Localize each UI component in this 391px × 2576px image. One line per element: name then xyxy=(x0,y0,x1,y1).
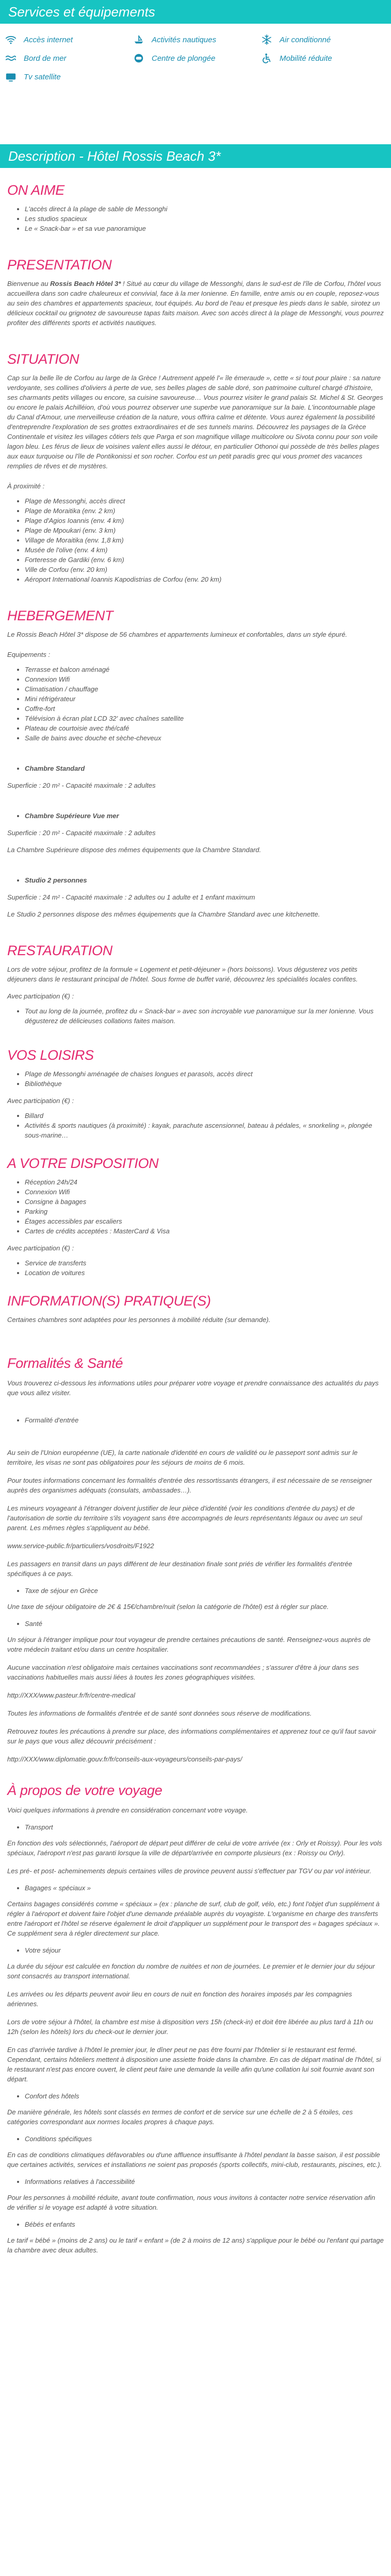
proximity-label: À proximité : xyxy=(7,482,45,490)
hebergement-intro: Le Rossis Beach Hôtel 3* dispose de 56 chambres et appartements lumineux et confortables, dans un style épuré. xyxy=(7,631,348,638)
list-item: • Bébés et enfants xyxy=(25,2219,384,2229)
list-item: • Village de Moraitika (env. 1,8 km) xyxy=(25,535,384,545)
formalites-link3[interactable]: http://XXX/www.diplomatie.gouv.fr/fr/conseils-aux-voyageurs/conseils-par-pays/ xyxy=(7,1755,242,1763)
apropos-transport: En fonction des vols sélectionnés, l'aéroport de départ peut différer de celui de votre arrivée (ex : Orly et Roissy). Pour les vols spéciaux, l'aéroport n'est pas garanti lorsque la ville de départ/arrivée en comporte plusieurs (ex : Roissy ou Orly). xyxy=(7,1839,382,1857)
list-item: • Salle de bains avec douche et sèche-cheveux xyxy=(25,733,384,743)
list-item: • Les studios spacieux xyxy=(25,214,384,224)
list-item: • Plage de Messonghi aménagée de chaises longues et parasols, accès direct xyxy=(25,1069,384,1079)
section-title-loisirs: VOS LOISIRS xyxy=(7,1047,94,1063)
list-item: • Bagages « spéciaux » xyxy=(25,1883,384,1893)
tv-icon xyxy=(5,71,17,82)
mobilite-list xyxy=(7,2177,384,2187)
list-item: • Plage de Moraitika (env. 2 km) xyxy=(25,506,384,516)
list-item: • Plateau de courtoisie avec thé/café xyxy=(25,723,384,733)
equipment-item xyxy=(133,53,215,64)
list-item: • Santé xyxy=(25,1619,384,1629)
list-item: • Activités & sports nautiques (à proximité) : kayak, parachute ascensionnel, bateau à pédales, « snorkeling », plongée sous-marine… xyxy=(25,1121,384,1140)
list-item: • Le « Snack-bar » et sa vue panoramique xyxy=(25,224,384,233)
equipment-label: Activités nautiques xyxy=(152,35,217,44)
equipment-item xyxy=(5,34,73,45)
boat-icon xyxy=(133,34,144,45)
apropos-transport2: Les pré- et post- acheminements depuis certaines villes de province peuvent aussi s'effectuer par TGV ou par vol intérieur. xyxy=(7,1867,371,1875)
apropos-mobilite: Pour les personnes à mobilité réduite, avant toute confirmation, nous vous invitons à contacter notre service réservation afin de vérifier si le voyage est adapté à votre situation. xyxy=(7,2194,376,2211)
apropos-confort: De manière générale, les hôtels sont classés en termes de confort et de service sur une échelle de 2 à 5 étoiles, ces catégories correspondant aux normes locales propres à chaque pays. xyxy=(7,2108,353,2126)
formalites-tax: Une taxe de séjour obligatoire de 2€ & 15€/chambre/nuit (selon la catégorie de l'hôtel) est à régler sur place. xyxy=(7,1603,329,1611)
waves-icon xyxy=(5,53,17,64)
list-item: • Plage de Mpoukari (env. 3 km) xyxy=(25,526,384,535)
hotel-name: Rossis Beach Hôtel 3* xyxy=(50,280,121,287)
loisirs-avec-label: Avec participation (€) : xyxy=(7,1097,74,1105)
formalites-para3: Les mineurs voyageant à l'étranger doivent justifier de leur pièce d'identité (voir les conditions d'entrée du pays) et de l'autorisation de sortie du territoire s'ils voyagent sans être accompagnés de leurs représentants légaux ou avec un seul parent. Les mêmes règles s'appliquent au bébé. xyxy=(7,1504,362,1532)
formalites-para5: Toutes les informations de formalités d'entrée et de santé sont données sous réserve de modifications. xyxy=(7,1709,312,1717)
list-item: • Consigne à bagages xyxy=(25,1197,384,1207)
section-title-situation: SITUATION xyxy=(7,351,79,367)
description-title: Description - Hôtel Rossis Beach 3* xyxy=(8,148,221,164)
formalites-vacc: Aucune vaccination n'est obligatoire mais certaines vaccinations sont recommandées ; s'assurer d'être à jour dans ses vaccinations habituelles mais aussi liées à toutes les zones géographiques visitées. xyxy=(7,1664,359,1681)
restauration-list xyxy=(7,1006,384,1026)
wifi-icon xyxy=(5,34,17,45)
list-item: • Terrasse et balcon aménagé xyxy=(25,665,384,674)
list-item: • Formalité d'entrée xyxy=(25,1415,384,1425)
loisirs-list xyxy=(7,1069,384,1089)
room-note: La Chambre Supérieure dispose des mêmes équipements que la Chambre Standard. xyxy=(7,846,262,854)
room-surface: Superficie : 24 m² - Capacité maximale : 2 adultes ou 1 adulte et 1 enfant maximum xyxy=(7,893,255,901)
section-title-disposition: A VOTRE DISPOSITION xyxy=(7,1156,159,1171)
description-content xyxy=(0,181,391,2255)
list-item: • Coffre-fort xyxy=(25,704,384,714)
restauration-text: Lors de votre séjour, profitez de la formule « Logement et petit-déjeuner » (hors boissons). Vous dégusterez vos petits déjeuners dans le restaurant principal de l'hôtel. Sous forme de buffet varié, découvrez les spécialités locales confites. xyxy=(7,965,358,983)
equipment-item xyxy=(5,71,61,82)
list-item: • Ville de Corfou (env. 20 km) xyxy=(25,565,384,574)
diving-icon xyxy=(133,53,144,64)
list-item: • Mini réfrigérateur xyxy=(25,694,384,704)
bagages-list xyxy=(7,1883,384,1893)
list-item: • Transport xyxy=(25,1822,384,1832)
room-name: • Chambre Supérieure Vue mer xyxy=(25,811,384,821)
confort-list xyxy=(7,2091,384,2101)
list-item: • Votre séjour xyxy=(25,1945,384,1955)
equipment-header xyxy=(0,0,391,24)
restauration-avec-label: Avec participation (€) : xyxy=(7,992,74,1000)
presentation-body: ! Situé au cœur du village de Messonghi, dans le sud-est de l'île de Corfou, l'hôtel vous accueillera dans son cadre chaleureux et convivial, face à la mer Ionienne. En famille, entre amis ou en couple, reposez-vous au sein des chambres et appartements spacieux, tout équipés. Au bord de l'eau et presque les pieds dans le sable, sirotez un délicieux cocktail ou grignotez de savoureuse tapas faits maison. Avec son accès direct à la plage de Messonghi, vous pourrez profiter des différents sports et activités nautiques. xyxy=(7,280,384,327)
list-item: • Climatisation / chauffage xyxy=(25,684,384,694)
apropos-sejour3: Lors de votre séjour à l'hôtel, la chambre est mise à disposition vers 15h (check-in) et doit être libérée au plus tard à 11h ou 12h (selon les hôtels) lors du check-out le dernier jour. xyxy=(7,2018,373,2036)
list-item: • L'accès direct à la plage de sable de Messonghi xyxy=(25,204,384,214)
room-surface: Superficie : 20 m² - Capacité maximale : 2 adultes xyxy=(7,782,156,789)
list-item: • Connexion Wifi xyxy=(25,674,384,684)
apropos-sejour2: Les arrivées ou les départs peuvent avoir lieu en cours de nuit en fonction des horaires imposés par les compagnies aériennes. xyxy=(7,1990,352,2008)
equipment-label: Accès internet xyxy=(24,35,73,44)
list-item: • Confort des hôtels xyxy=(25,2091,384,2101)
equipment-item xyxy=(261,34,331,45)
list-item: • Bibliothèque xyxy=(25,1079,384,1089)
equipment-title: Services et équipements xyxy=(8,4,155,20)
room-list xyxy=(7,764,384,773)
disposition-paid-list xyxy=(7,1258,384,1278)
room-name: • Studio 2 personnes xyxy=(25,875,384,885)
equipment-label: Tv satellite xyxy=(24,72,61,81)
list-item: • Connexion Wifi xyxy=(25,1187,384,1197)
formalites-para2: Pour toutes informations concernant les formalités d'entrée des ressortissants étrangers, il est nécessaire de se renseigner auprès des organismes adéquats (consulats, ambassades…). xyxy=(7,1477,372,1494)
section-title-apropos: À propos de votre voyage xyxy=(7,1783,162,1798)
section-title-hebergement: HEBERGEMENT xyxy=(7,608,113,623)
list-item: • Taxe de séjour en Grèce xyxy=(25,1586,384,1596)
apropos-sejour1: La durée du séjour est calculée en fonction du nombre de nuitées et non de journées. Le premier et le dernier jour du séjour sont consacrés au transport international. xyxy=(7,1962,375,1980)
conditions-list xyxy=(7,2134,384,2144)
apropos-bagages: Certains bagages considérés comme « spéciaux » (ex : planche de surf, club de golf, vélo, etc.) font l'objet d'un supplément à régler à l'aéroport et doivent faire l'objet d'une demande préalable auprès du voyagiste. L'organisme en charge des transferts entre l'aéroport et l'hôtel se réserve également le droit d'appliquer un supplément pour le transport des « bagages spéciaux ». Ce supplément sera à régler directement sur place. xyxy=(7,1900,380,1937)
formalites-link2[interactable]: http://XXX/www.pasteur.fr/fr/centre-medical xyxy=(7,1691,136,1699)
sejour-list xyxy=(7,1945,384,1955)
list-item: • Aéroport International Ioannis Kapodistrias de Corfou (env. 20 km) xyxy=(25,574,384,584)
room-list xyxy=(7,875,384,885)
equipment-label: Air conditionné xyxy=(280,35,331,44)
health-list xyxy=(7,1619,384,1629)
section-title-presentation: PRESENTATION xyxy=(7,257,112,273)
formalites-identity-list xyxy=(7,1415,384,1425)
section-title-on-aime: ON AIME xyxy=(7,182,64,198)
list-item: • Télévision à écran plat LCD 32' avec chaînes satellite xyxy=(25,714,384,723)
formalites-identity: Au sein de l'Union européenne (UE), la carte nationale d'identité en cours de validité ou le passeport sont admis sur le territoire, les visas ne sont pas obligatoires pour les séjours de moins de 6 mois. xyxy=(7,1449,358,1466)
formalites-health: Un séjour à l'étranger implique pour tout voyageur de prendre certaines précautions de santé. Renseignez-vous auprès de votre médecin traitant et/ou dans un centre hospitalier. xyxy=(7,1636,371,1653)
room-list xyxy=(7,811,384,821)
list-item: • Musée de l'olive (env. 4 km) xyxy=(25,545,384,555)
equipment-label: Mobilité réduite xyxy=(280,54,332,63)
room-name: • Chambre Standard xyxy=(25,764,384,773)
equipment-item xyxy=(261,53,332,64)
informations-text: Certaines chambres sont adaptées pour les personnes à mobilité réduite (sur demande). xyxy=(7,1316,271,1324)
transport-list xyxy=(7,1822,384,1832)
presentation-intro: Bienvenue au xyxy=(7,280,48,287)
equipment-item xyxy=(5,53,67,64)
wheelchair-icon xyxy=(261,53,272,64)
equipment-label: Centre de plongée xyxy=(152,54,216,63)
section-title-restauration: RESTAURATION xyxy=(7,943,112,958)
apropos-bebe: Le tarif « bébé » (moins de 2 ans) ou le tarif « enfant » (de 2 à moins de 12 ans) s'applique pour le bébé ou l'enfant qui partage la chambre avec deux adultes. xyxy=(7,2236,384,2254)
list-item: • Plage d'Agios Ioannis (env. 4 km) xyxy=(25,516,384,526)
equipment-label: Bord de mer xyxy=(24,54,67,63)
room-surface: Superficie : 20 m² - Capacité maximale : 2 adultes xyxy=(7,829,156,837)
apropos-sejour4: En cas d'arrivée tardive à l'hôtel le premier jour, le dîner peut ne pas être fourni par l'hôtelier si le restaurant est fermé. Cependant, certains hôteliers mettent à disposition une assiette froide dans la chambre. En cas de départ matinal de l'hôtel, si le restaurant n'est pas encore ouvert, le client peut faire une demande la veille afin qu'une collation lui soit fournie avant son départ. xyxy=(7,2046,381,2083)
list-item: • Plage de Messonghi, accès direct xyxy=(25,496,384,506)
list-item: • Tout au long de la journée, profitez du « Snack-bar » avec son incroyable vue panoramique sur la mer Ionienne. Vous dégusterez de délicieuses collations faites maison. xyxy=(25,1006,384,1026)
list-item: • Forteresse de Gardiki (env. 6 km) xyxy=(25,555,384,565)
section-title-informations: INFORMATION(S) PRATIQUE(S) xyxy=(7,1293,211,1309)
snowflake-icon xyxy=(261,34,272,45)
apropos-intro: Voici quelques informations à prendre en considération concernant votre voyage. xyxy=(7,1806,248,1814)
loisirs-paid-list xyxy=(7,1111,384,1140)
formalites-link1[interactable]: www.service-public.fr/particuliers/vosdroits/F1922 xyxy=(7,1542,154,1550)
formalites-para6: Retrouvez toutes les précautions à prendre sur place, des informations complémentaires et apprenez tout ce qu'il faut savoir sur le pays que vous allez découvrir précisément : xyxy=(7,1727,376,1745)
bebe-list xyxy=(7,2219,384,2229)
list-item: • Informations relatives à l'accessibilité xyxy=(25,2177,384,2187)
section-title-formalites: Formalités & Santé xyxy=(7,1355,123,1371)
list-item: • Conditions spécifiques xyxy=(25,2134,384,2144)
equipments-label: Equipements : xyxy=(7,651,51,658)
list-item: • Cartes de crédits acceptées : MasterCard & Visa xyxy=(25,1226,384,1236)
description-header xyxy=(0,144,391,168)
list-item: • Réception 24h/24 xyxy=(25,1177,384,1187)
list-item: • Billard xyxy=(25,1111,384,1121)
formalites-intro: Vous trouverez ci-dessous les informations utiles pour préparer votre voyage et prendre connaissance des actualités du pays que vous allez visiter. xyxy=(7,1379,379,1397)
list-item: • Service de transferts xyxy=(25,1258,384,1268)
apropos-conditions: En cas de conditions climatiques défavorables ou d'une affluence insuffisante à l'hôtel pendant la basse saison, il est possible que certaines activités, services et installations ne soient pas proposés (sports collectifs, mini-club, restaurants, piscines, etc.). xyxy=(7,2151,382,2168)
disposition-avec-label: Avec participation (€) : xyxy=(7,1244,74,1252)
list-item: • Parking xyxy=(25,1207,384,1216)
on-aime-list xyxy=(7,204,384,233)
equipment-item xyxy=(133,34,216,45)
equipments-list xyxy=(7,665,384,743)
list-item: • Location de voitures xyxy=(25,1268,384,1278)
room-note: Le Studio 2 personnes dispose des mêmes équipements que la Chambre Standard avec une kitchenette. xyxy=(7,910,320,918)
tax-list xyxy=(7,1586,384,1596)
presentation-text xyxy=(7,279,384,328)
list-item: • Étages accessibles par escaliers xyxy=(25,1216,384,1226)
proximity-list xyxy=(7,496,384,584)
formalites-para4: Les passagers en transit dans un pays différent de leur destination finale sont priés de vérifier les formalités d'entrée spécifiques à ce pays. xyxy=(7,1560,352,1578)
disposition-list xyxy=(7,1177,384,1236)
situation-text: Cap sur la belle île de Corfou au large de la Grèce ! Autrement appelé l'« île émeraude », cette « si tout pour plaire : sa nature verdoyante, ses collines d'oliviers à perte de vue, ses belles plages de sable doré, son patrimoine culturel chargé d'histoire, ses charmants petits villages ou encore, sa cuisine savoureuse… Vous pourrez visiter le grand palais St. Michel & St. Georges ou encore le palais Achilléion, d'où vous pourrez observer une superbe vue panoramique sur la baie. L'incontournable plage du Canal d'Amour, une merveilleuse création de la nature, vous offrira calme et détente. Vous aurez également la possibilité d'entreprendre l'exploration de ses grottes extraordinaires et de ses tunnels marins. Découvrez les paysages de la Grèce Continentale et visitez les villages côtiers tels que Parga et son magnifique village multicolore ou Sivota connu pour son voile lagon bleu. Les férus de lieux de voisines valent elles aussi le détour, en particulier Othonoi qui possède de très belles plages aux eaux turquoise ou l'île de Pontikonissi et son rocher. Corfou est un petit paradis grec qui vous promet des vacances remplies de rêves et de mystères. xyxy=(7,374,383,470)
